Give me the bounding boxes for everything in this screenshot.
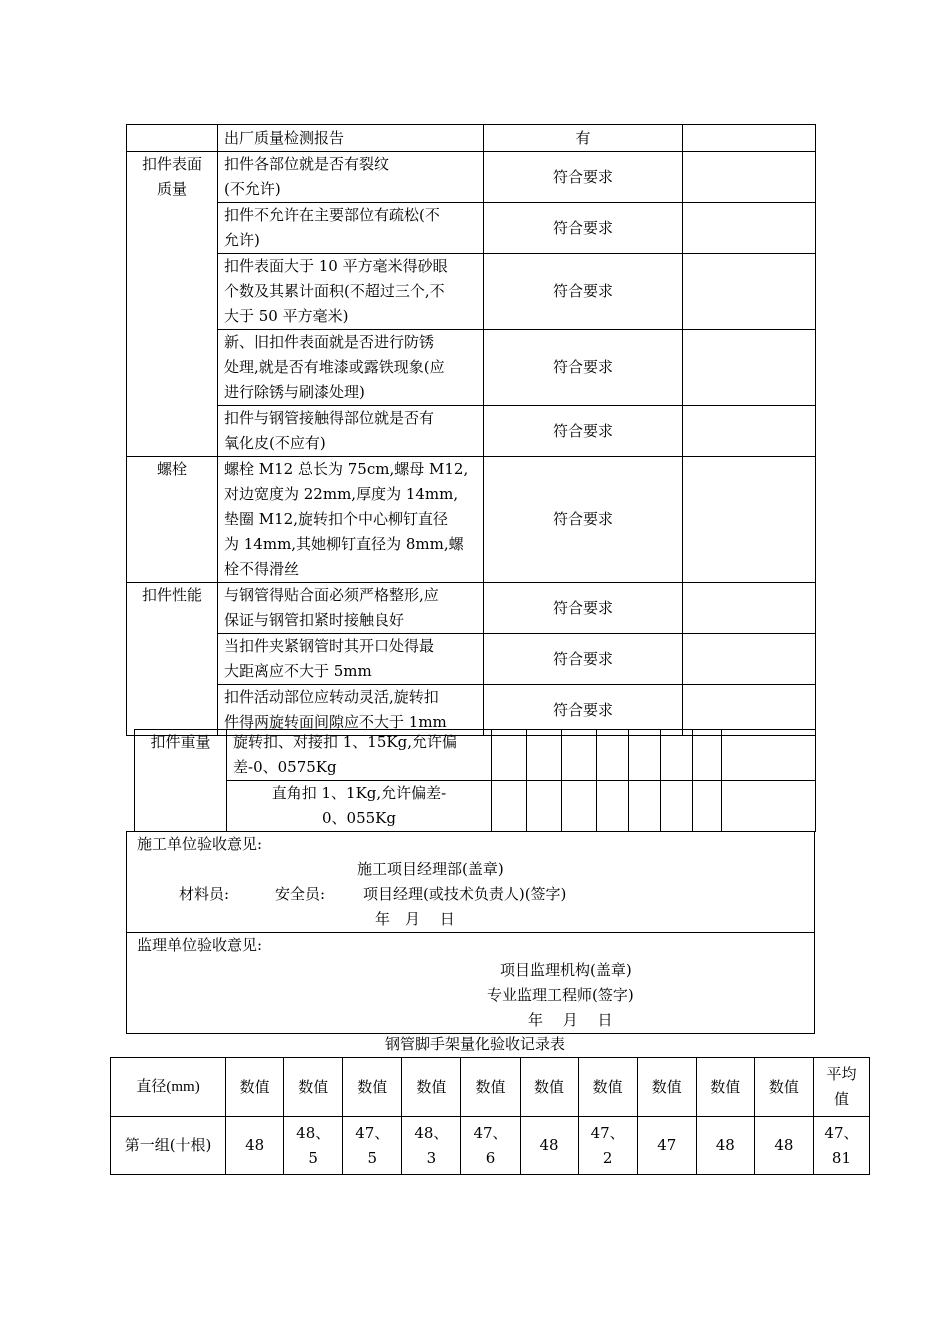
item-cell: 扣件表面大于 10 平方毫米得砂眼 个数及其累计面积(不超过三个,不 大于 50 平方毫米) (218, 254, 484, 330)
table-row (127, 203, 816, 254)
table-row (135, 781, 816, 832)
table-row (127, 125, 816, 152)
value-cell (629, 730, 661, 781)
value-cell (693, 730, 722, 781)
header-diameter: 直径(mm) (111, 1058, 226, 1117)
value-cell: 48、 3 (402, 1117, 461, 1175)
header-cell: 数值 (461, 1058, 520, 1117)
supervisor-opinion (127, 933, 815, 1034)
inspection-table (126, 124, 816, 736)
header-cell: 数值 (696, 1058, 754, 1117)
header-cell: 数值 (402, 1058, 461, 1117)
item-cell: 扣件各部位就是否有裂纹 (不允许) (218, 152, 484, 203)
value-cell: 48 (226, 1117, 284, 1175)
result-cell: 符合要求 (484, 634, 683, 685)
header-cell: 数值 (343, 1058, 402, 1117)
table-row (127, 152, 816, 203)
value-cell: 48 (754, 1117, 813, 1175)
category-weight: 扣件重量 (135, 730, 227, 832)
result-cell: 符合要求 (484, 583, 683, 634)
item-cell: 直角扣 1、1Kg,允许偏差- 0、055Kg (227, 781, 492, 832)
header-cell: 数值 (578, 1058, 637, 1117)
value-cell: 48 (520, 1117, 578, 1175)
remark-cell (683, 330, 816, 406)
result-cell: 符合要求 (484, 685, 683, 736)
contractor-title: 施工单位验收意见: (137, 835, 263, 853)
table-row (127, 685, 816, 736)
table-row (111, 1117, 870, 1175)
header-cell: 数值 (637, 1058, 696, 1117)
item-cell: 与钢管得贴合面必须严格整形,应 保证与钢管扣紧时接触良好 (218, 583, 484, 634)
supervisor-date: 年 月 日 (528, 1011, 613, 1029)
item-cell: 出厂质量检测报告 (218, 125, 484, 152)
item-cell: 旋转扣、对接扣 1、15Kg,允许偏 差-0、0575Kg (227, 730, 492, 781)
remark-cell (683, 583, 816, 634)
table-row (127, 583, 816, 634)
result-cell: 符合要求 (484, 330, 683, 406)
row-label: 第一组(十根) (111, 1117, 226, 1175)
table-row (127, 457, 816, 583)
category-surface: 扣件表面质量 (127, 152, 218, 457)
value-cell: 47 (637, 1117, 696, 1175)
record-table (110, 1057, 870, 1175)
remark-cell (683, 457, 816, 583)
result-cell: 符合要求 (484, 254, 683, 330)
result-cell: 符合要求 (484, 152, 683, 203)
value-cell (693, 781, 722, 832)
value-cell (629, 781, 661, 832)
header-cell: 数值 (226, 1058, 284, 1117)
remark-cell (683, 406, 816, 457)
contractor-date: 年 月 日 (375, 910, 455, 928)
item-cell: 当扣件夹紧钢管时其开口处得最 大距离应不大于 5mm (218, 634, 484, 685)
remark-cell (683, 634, 816, 685)
category-performance: 扣件性能 (127, 583, 218, 736)
table-row (135, 730, 816, 781)
value-cell (661, 781, 693, 832)
supervisor-engineer-signature: 专业监理工程师(签字) (487, 986, 634, 1004)
value-cell (492, 781, 527, 832)
result-cell: 符合要求 (484, 203, 683, 254)
contractor-opinion (127, 832, 815, 933)
material-officer: 材料员: (179, 885, 230, 903)
category-bolt: 螺栓 (127, 457, 218, 583)
header-average: 平均 值 (813, 1058, 869, 1117)
remark-cell (683, 254, 816, 330)
supervisor-title: 监理单位验收意见: (137, 936, 263, 954)
value-cell (597, 781, 629, 832)
project-manager-signature: 项目经理(或技术负责人)(签字) (363, 885, 567, 903)
result-cell: 有 (484, 125, 683, 152)
value-cell (562, 730, 597, 781)
remark-cell (722, 730, 816, 781)
value-cell (492, 730, 527, 781)
header-cell: 数值 (284, 1058, 343, 1117)
table-row (127, 933, 815, 1034)
remark-cell (683, 125, 816, 152)
header-cell: 数值 (520, 1058, 578, 1117)
remark-cell (683, 685, 816, 736)
table-row (111, 1058, 870, 1117)
value-cell: 48、 5 (284, 1117, 343, 1175)
weight-table (134, 729, 816, 832)
record-title: 钢管脚手架量化验收记录表 (384, 1035, 565, 1053)
value-cell (527, 730, 562, 781)
safety-officer: 安全员: (275, 885, 326, 903)
item-cell: 螺栓 M12 总长为 75cm,螺母 M12, 对边宽度为 22mm,厚度为 14mm, 垫圈 M12,旋转扣个中心柳钉直径 为 14mm,其她柳钉直径为 8mm,螺 栓不得滑丝 (218, 457, 484, 583)
result-cell: 符合要求 (484, 406, 683, 457)
value-cell (527, 781, 562, 832)
category-cell (127, 125, 218, 152)
supervisor-seal: 项目监理机构(盖章) (500, 961, 632, 979)
contractor-seal: 施工项目经理部(盖章) (357, 860, 504, 878)
result-cell: 符合要求 (484, 457, 683, 583)
table-row (127, 832, 815, 933)
item-cell: 扣件不允许在主要部位有疏松(不 允许) (218, 203, 484, 254)
value-cell (661, 730, 693, 781)
table-row (127, 406, 816, 457)
remark-cell (683, 152, 816, 203)
table-row (127, 330, 816, 406)
value-cell: 47、 2 (578, 1117, 637, 1175)
item-cell: 新、旧扣件表面就是否进行防锈 处理,就是否有堆漆或露铁现象(应 进行除锈与刷漆处理) (218, 330, 484, 406)
value-cell: 48 (696, 1117, 754, 1175)
value-cell (562, 781, 597, 832)
value-cell: 47、 6 (461, 1117, 520, 1175)
remark-cell (683, 203, 816, 254)
average-cell: 47、 81 (813, 1117, 869, 1175)
item-cell: 扣件与钢管接触得部位就是否有 氧化皮(不应有) (218, 406, 484, 457)
table-row (127, 254, 816, 330)
value-cell (597, 730, 629, 781)
header-cell: 数值 (754, 1058, 813, 1117)
item-cell: 扣件活动部位应转动灵活,旋转扣 件得两旋转面间隙应不大于 1mm (218, 685, 484, 736)
approval-table (126, 831, 815, 1034)
table-row (127, 634, 816, 685)
value-cell: 47、 5 (343, 1117, 402, 1175)
remark-cell (722, 781, 816, 832)
